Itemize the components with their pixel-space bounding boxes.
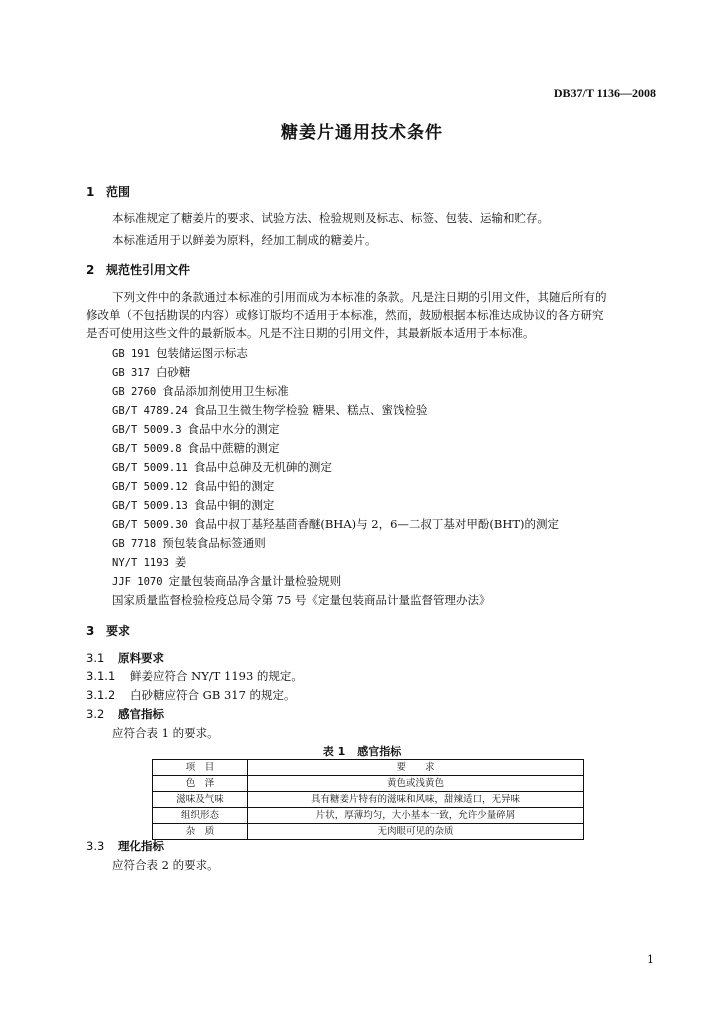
section-title: 范围 bbox=[106, 185, 131, 199]
section-number: 2 bbox=[86, 263, 95, 277]
reference-item bbox=[112, 364, 190, 380]
item-number: 3.1.2 bbox=[86, 688, 116, 702]
table-row bbox=[153, 808, 584, 824]
table-cell: 滋味及气味 bbox=[153, 792, 248, 808]
reference-item bbox=[112, 440, 280, 456]
reference-title: 食品添加剂使用卫生标准 bbox=[162, 384, 289, 398]
table-header-row bbox=[153, 760, 584, 776]
subsection-3-1-heading bbox=[86, 650, 164, 666]
reference-title: 白砂糖 bbox=[155, 365, 191, 379]
subsection-title: 感官指标 bbox=[118, 707, 164, 721]
reference-title: 包装储运图示标志 bbox=[155, 346, 248, 360]
section-number: 3 bbox=[86, 624, 95, 638]
table-cell: 片状，厚薄均匀，大小基本一致，允许少量碎屑 bbox=[248, 808, 584, 824]
item-text: 白砂糖应符合 GB 317 的规定。 bbox=[130, 688, 296, 702]
section-2-heading bbox=[86, 261, 190, 278]
reference-title: 食品中水分的测定 bbox=[187, 422, 280, 436]
intro-line: 修改单（不包括勘误的内容）或修订版均不适用于本标准，然而，鼓励根据本标准达成协议的各方研究 bbox=[86, 308, 604, 322]
reference-item bbox=[112, 535, 266, 551]
reference-code: GB 317 bbox=[112, 367, 150, 379]
requirement-item bbox=[86, 687, 296, 703]
reference-code: GB/T 4789.24 bbox=[112, 405, 188, 417]
table-cell: 无肉眼可见的杂质 bbox=[248, 824, 584, 840]
requirement-text: 应符合表 1 的要求。 bbox=[112, 726, 219, 740]
reference-item bbox=[112, 345, 248, 361]
reference-title: 食品中铜的测定 bbox=[193, 498, 275, 512]
reference-code: JJF 1070 bbox=[112, 576, 163, 588]
reference-code: GB/T 5009.3 bbox=[112, 424, 182, 436]
item-text: 鲜姜应符合 NY/T 1193 的规定。 bbox=[130, 669, 303, 683]
reference-code: GB/T 5009.8 bbox=[112, 443, 182, 455]
reference-title: 姜 bbox=[174, 555, 187, 569]
table-caption-title: 感官指标 bbox=[357, 745, 402, 758]
reference-item bbox=[112, 592, 490, 608]
reference-item bbox=[112, 478, 274, 494]
scope-paragraph: 本标准规定了糖姜片的要求、试验方法、检验规则及标志、标签、包装、运输和贮存。 bbox=[112, 211, 549, 225]
reference-item bbox=[112, 459, 332, 475]
subsection-number: 3.3 bbox=[86, 839, 105, 853]
table-row bbox=[153, 792, 584, 808]
reference-code: NY/T 1193 bbox=[112, 557, 169, 569]
document-title: 糖姜片通用技术条件 bbox=[281, 123, 443, 143]
table-row bbox=[153, 824, 584, 840]
intro-line: 下列文件中的条款通过本标准的引用而成为本标准的条款。凡是注日期的引用文件，其随后所有的 bbox=[112, 290, 607, 304]
section-3-heading bbox=[86, 622, 130, 639]
table-cell: 组织形态 bbox=[153, 808, 248, 824]
subsection-number: 3.2 bbox=[86, 707, 105, 721]
reference-code: GB 2760 bbox=[112, 386, 157, 398]
table-cell: 色 泽 bbox=[153, 776, 248, 792]
reference-code: GB 7718 bbox=[112, 538, 157, 550]
standard-code: DB37/T 1136—2008 bbox=[553, 86, 656, 100]
table-cell: 黄色或浅黄色 bbox=[248, 776, 584, 792]
reference-item bbox=[112, 554, 186, 570]
subsection-number: 3.1 bbox=[86, 651, 105, 665]
reference-item bbox=[112, 383, 289, 399]
section-title: 规范性引用文件 bbox=[106, 263, 191, 277]
table-caption-number: 表 1 bbox=[322, 745, 346, 758]
page-number: 1 bbox=[647, 953, 654, 966]
reference-code: GB/T 5009.12 bbox=[112, 481, 188, 493]
sensory-table bbox=[152, 759, 584, 840]
reference-item bbox=[112, 516, 559, 532]
intro-line: 是否可使用这些文件的最新版本。凡是不注日期的引用文件，其最新版本适用于本标准。 bbox=[86, 326, 535, 340]
subsection-title: 理化指标 bbox=[118, 839, 164, 853]
subsection-title: 原料要求 bbox=[118, 651, 164, 665]
reference-code: GB/T 5009.11 bbox=[112, 462, 188, 474]
requirement-text: 应符合表 2 的要求。 bbox=[112, 858, 219, 872]
table-header-cell: 要 求 bbox=[248, 760, 584, 776]
reference-item bbox=[112, 421, 280, 437]
table-cell: 具有糖姜片特有的滋味和风味，甜辣适口，无异味 bbox=[248, 792, 584, 808]
subsection-3-2-heading bbox=[86, 706, 164, 722]
reference-item bbox=[112, 402, 428, 418]
reference-title: 预包装食品标签通则 bbox=[162, 536, 266, 550]
reference-code: GB/T 5009.13 bbox=[112, 500, 188, 512]
item-number: 3.1.1 bbox=[86, 669, 116, 683]
reference-code: GB/T 5009.30 bbox=[112, 519, 188, 531]
reference-title: 食品中蔗糖的测定 bbox=[187, 441, 280, 455]
scope-paragraph: 本标准适用于以鲜姜为原料，经加工制成的糖姜片。 bbox=[112, 233, 377, 247]
reference-title: 国家质量监督检验检疫总局令第 75 号《定量包装商品计量监督管理办法》 bbox=[112, 593, 491, 607]
table-row bbox=[153, 776, 584, 792]
table-cell: 杂 质 bbox=[153, 824, 248, 840]
requirement-item bbox=[86, 668, 303, 684]
section-title: 要求 bbox=[106, 624, 131, 638]
reference-title: 定量包装商品净含量计量检验规则 bbox=[168, 574, 342, 588]
reference-title: 食品卫生微生物学检验 糖果、糕点、蜜饯检验 bbox=[193, 403, 428, 417]
table-caption bbox=[0, 743, 724, 759]
section-number: 1 bbox=[86, 185, 95, 199]
subsection-3-3-heading bbox=[86, 838, 164, 854]
table-header-cell: 项 目 bbox=[153, 760, 248, 776]
reference-item bbox=[112, 573, 341, 589]
reference-item bbox=[112, 497, 274, 513]
reference-title: 食品中铅的测定 bbox=[193, 479, 275, 493]
reference-code: GB 191 bbox=[112, 348, 150, 360]
reference-title: 食品中总砷及无机砷的测定 bbox=[193, 460, 332, 474]
section-1-heading bbox=[86, 183, 130, 200]
reference-title: 食品中叔丁基羟基茴香醚(BHA)与 2，6—二叔丁基对甲酚(BHT)的测定 bbox=[193, 517, 560, 531]
